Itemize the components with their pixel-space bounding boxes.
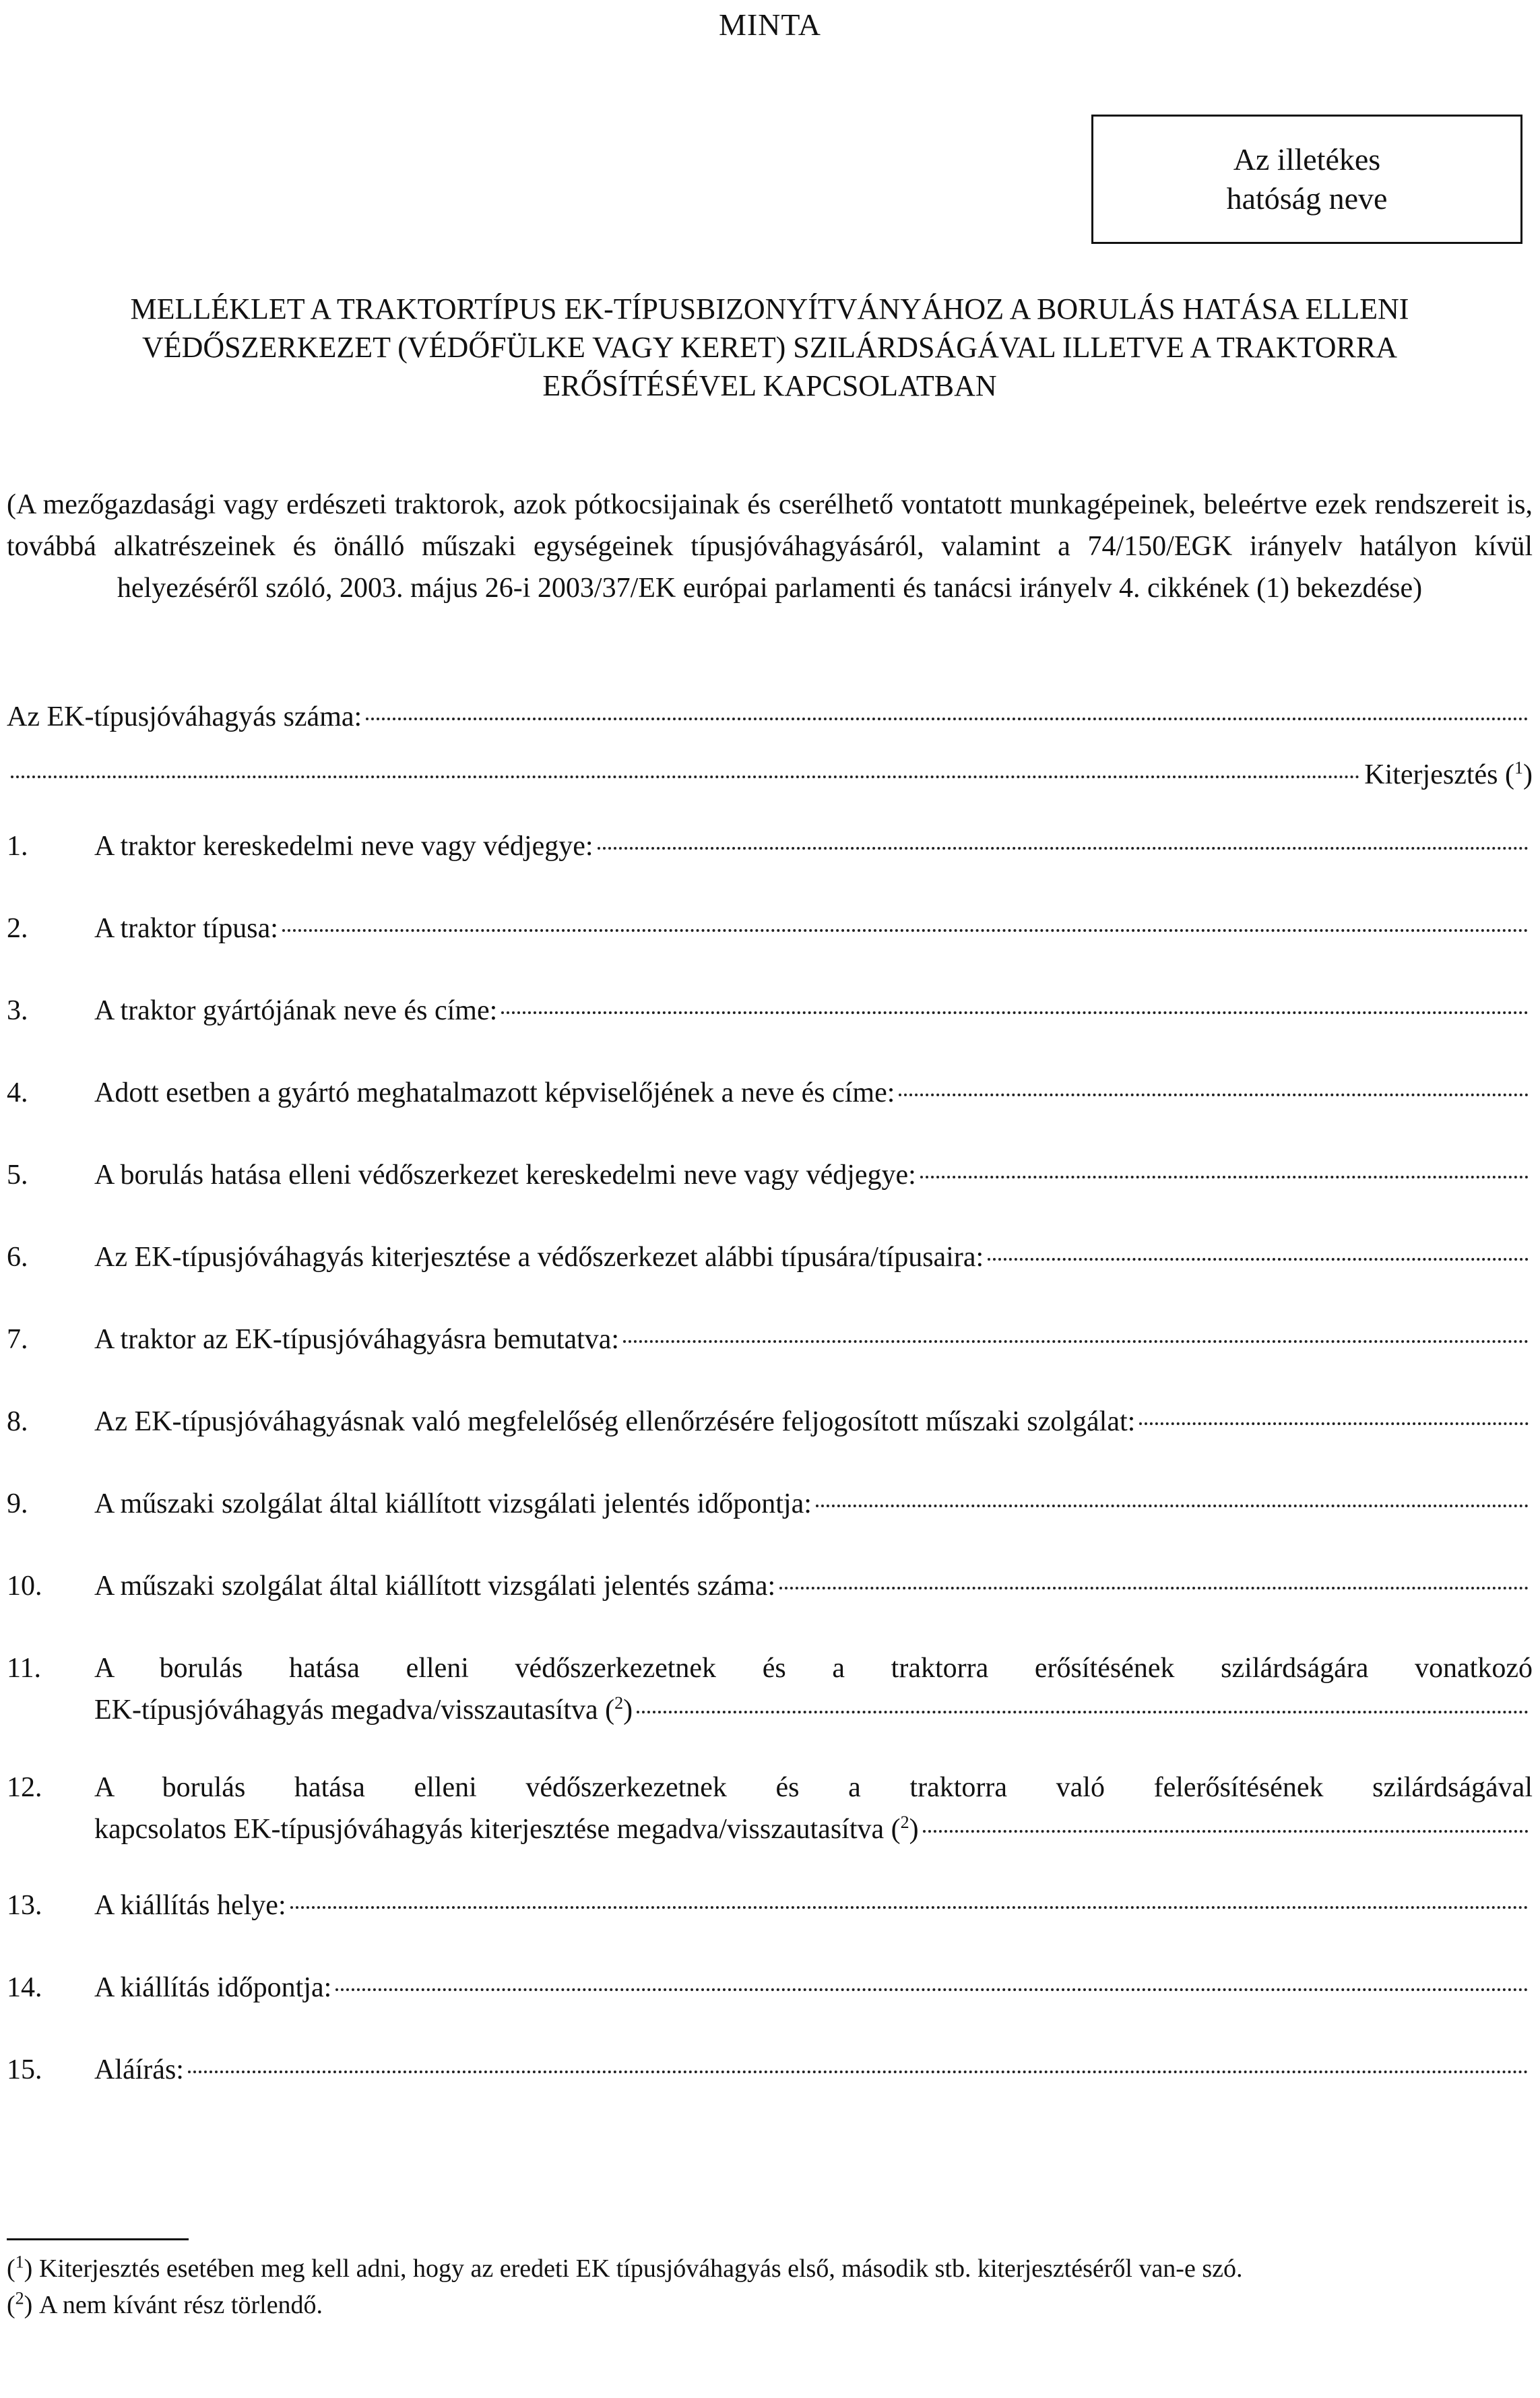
- item-field[interactable]: [637, 1711, 1529, 1713]
- item-label: A kiállítás helye:: [94, 1890, 286, 1921]
- item-label: A traktor az EK-típusjóváhagyásra bemutatva:: [94, 1324, 620, 1355]
- item-label: A traktor gyártójának neve és címe:: [94, 995, 498, 1026]
- form-item: [7, 1154, 1533, 1196]
- form-item: [7, 1319, 1533, 1360]
- item-field[interactable]: [923, 1830, 1529, 1833]
- footnotes: [7, 2250, 1354, 2323]
- item-number: 5.: [7, 1160, 28, 1191]
- item-label-line2: [94, 1689, 633, 1731]
- extension-label-text: Kiterjesztés (: [1364, 759, 1514, 790]
- form-item: [7, 825, 1533, 867]
- item-number: 14.: [7, 1972, 42, 2003]
- item-number: 2.: [7, 913, 28, 944]
- competent-authority-box: [1091, 115, 1522, 244]
- form-item: [7, 2049, 1533, 2091]
- item-number: 7.: [7, 1324, 28, 1355]
- approval-number-label: Az EK-típusjóváhagyás száma:: [7, 701, 362, 732]
- item-field[interactable]: [501, 1011, 1529, 1014]
- item-number: 13.: [7, 1890, 42, 1921]
- footnote-text: A nem kívánt rész törlendő.: [39, 2291, 323, 2319]
- competent-authority-label: [1227, 140, 1388, 218]
- footnote-mark: [7, 2250, 32, 2287]
- item-field[interactable]: [335, 1988, 1529, 1991]
- footnote-separator: [7, 2238, 189, 2240]
- item-field[interactable]: [779, 1587, 1529, 1589]
- item-number: 9.: [7, 1488, 28, 1519]
- item-number: 4.: [7, 1077, 28, 1108]
- title-line-3: ERŐSÍTÉSÉVEL KAPCSOLATBAN: [542, 369, 997, 402]
- item-number: 8.: [7, 1406, 28, 1437]
- form-item: [7, 1565, 1533, 1607]
- extension-field[interactable]: [11, 776, 1360, 778]
- item-number: 11.: [7, 1653, 41, 1684]
- extension-label: [1364, 759, 1533, 791]
- footnote-1: [7, 2250, 1354, 2287]
- signature-field[interactable]: [188, 2071, 1529, 2073]
- item-label: Aláírás:: [94, 2054, 184, 2085]
- footnote-text: Kiterjesztés esetében meg kell adni, hogy az eredeti EK típusjóváhagyás első, második stb. kiterjesztéséről van-e szó.: [39, 2254, 1243, 2283]
- footnote-mark-close: ): [24, 2254, 33, 2283]
- footnote-mark-open: (: [7, 2254, 15, 2283]
- footnote-2: [7, 2287, 1354, 2323]
- footnote-ref-2: 2: [900, 1812, 909, 1832]
- extension-row: [7, 759, 1533, 791]
- extension-label-close: ): [1523, 759, 1533, 790]
- item-number: 15.: [7, 2054, 42, 2085]
- form-item: [7, 1072, 1533, 1114]
- item-number: 3.: [7, 995, 28, 1026]
- footnote-mark-close: ): [24, 2291, 33, 2319]
- footnote-mark-number: 1: [15, 2252, 24, 2272]
- item-number: 10.: [7, 1571, 42, 1602]
- sample-heading: MINTA: [718, 7, 822, 42]
- item-label: A műszaki szolgálat által kiállított vizsgálati jelentés időpontja:: [94, 1488, 812, 1519]
- form-item: [7, 1647, 1533, 1731]
- approval-number-row: [7, 701, 1533, 733]
- item-field[interactable]: [816, 1505, 1529, 1507]
- form-item: [7, 1483, 1533, 1525]
- item-label: A kiállítás időpontja:: [94, 1972, 332, 2003]
- item-label: A borulás hatása elleni védőszerkezet kereskedelmi neve vagy védjegye:: [94, 1160, 916, 1191]
- item-label: Az EK-típusjóváhagyásnak való megfelelőség ellenőrzésére feljogosított műszaki szolgálat:: [94, 1406, 1136, 1437]
- form-item: [7, 1885, 1533, 1926]
- approval-number-field[interactable]: [366, 718, 1529, 720]
- form-item: [7, 1967, 1533, 2009]
- item-field[interactable]: [1139, 1422, 1529, 1425]
- item-label: Az EK-típusjóváhagyás kiterjesztése a védőszerkezet alábbi típusára/típusaira:: [94, 1242, 984, 1273]
- item-field[interactable]: [623, 1340, 1529, 1343]
- form-item: [7, 1236, 1533, 1278]
- form-item: [7, 1767, 1533, 1850]
- item-number: 12.: [7, 1772, 42, 1803]
- item-number: 1.: [7, 831, 28, 862]
- form-item: [7, 1401, 1533, 1443]
- footnote-mark-number: 2: [15, 2288, 24, 2308]
- title-line-2: VÉDŐSZERKEZET (VÉDŐFÜLKE VAGY KERET) SZILÁRDSÁGÁVAL ILLETVE A TRAKTORRA: [141, 331, 1398, 364]
- footnote-mark-open: (: [7, 2291, 15, 2319]
- form-item: [7, 990, 1533, 1032]
- item-label-line1: A borulás hatása elleni védőszerkezetnek és a traktorra erősítésének szilárdságára vonatkozó: [94, 1653, 1533, 1684]
- item-field[interactable]: [290, 1906, 1529, 1909]
- item-label-line2-text: EK-típusjóváhagyás megadva/visszautasítva (: [94, 1695, 615, 1726]
- legal-reference-paragraph: (A mezőgazdasági vagy erdészeti traktorok, azok pótkocsijainak és cserélhető vontatott munkagépeinek, beleértve ezek rendszereit is, továbbá alkatrészeinek és önálló műszaki egységeinek típusjóváhagyásáról, valamint a 74/150/EGK irányelv hatályon kívül helyezéséről szóló, 2003. május 26-i 2003/37/EK európai parlamenti és tanácsi irányelv 4. cikkének (1) bekezdése): [7, 489, 1533, 604]
- footnote-mark: [7, 2287, 32, 2323]
- footnote-ref-2: 2: [614, 1693, 624, 1713]
- item-field[interactable]: [282, 929, 1529, 932]
- item-field[interactable]: [988, 1258, 1529, 1261]
- item-label-line2: [94, 1808, 919, 1850]
- item-label-line2-close: ): [623, 1695, 633, 1726]
- item-label-line2-close: ): [909, 1814, 919, 1845]
- item-label: A műszaki szolgálat által kiállított vizsgálati jelentés száma:: [94, 1571, 776, 1602]
- item-label-line1: A borulás hatása elleni védőszerkezetnek és a traktorra való felerősítésének szilárdságával: [94, 1772, 1533, 1803]
- competent-authority-line2: hatóság neve: [1226, 181, 1388, 216]
- document-title: [7, 290, 1533, 405]
- item-label-line2-text: kapcsolatos EK-típusjóváhagyás kiterjesztése megadva/visszautasítva (: [94, 1814, 901, 1845]
- item-label: Adott esetben a gyártó meghatalmazott képviselőjének a neve és címe:: [94, 1077, 895, 1108]
- form-item: [7, 908, 1533, 949]
- item-field[interactable]: [920, 1176, 1529, 1178]
- item-field[interactable]: [899, 1094, 1529, 1096]
- item-number: 6.: [7, 1242, 28, 1273]
- competent-authority-line1: Az illetékes: [1233, 142, 1381, 177]
- footnote-ref-1: 1: [1514, 758, 1523, 778]
- item-label: A traktor kereskedelmi neve vagy védjegye:: [94, 831, 593, 862]
- item-label: A traktor típusa:: [94, 913, 278, 944]
- title-line-1: MELLÉKLET A TRAKTORTÍPUS EK-TÍPUSBIZONYÍTVÁNYÁHOZ A BORULÁS HATÁSA ELLENI: [130, 292, 1409, 325]
- item-field[interactable]: [598, 847, 1529, 850]
